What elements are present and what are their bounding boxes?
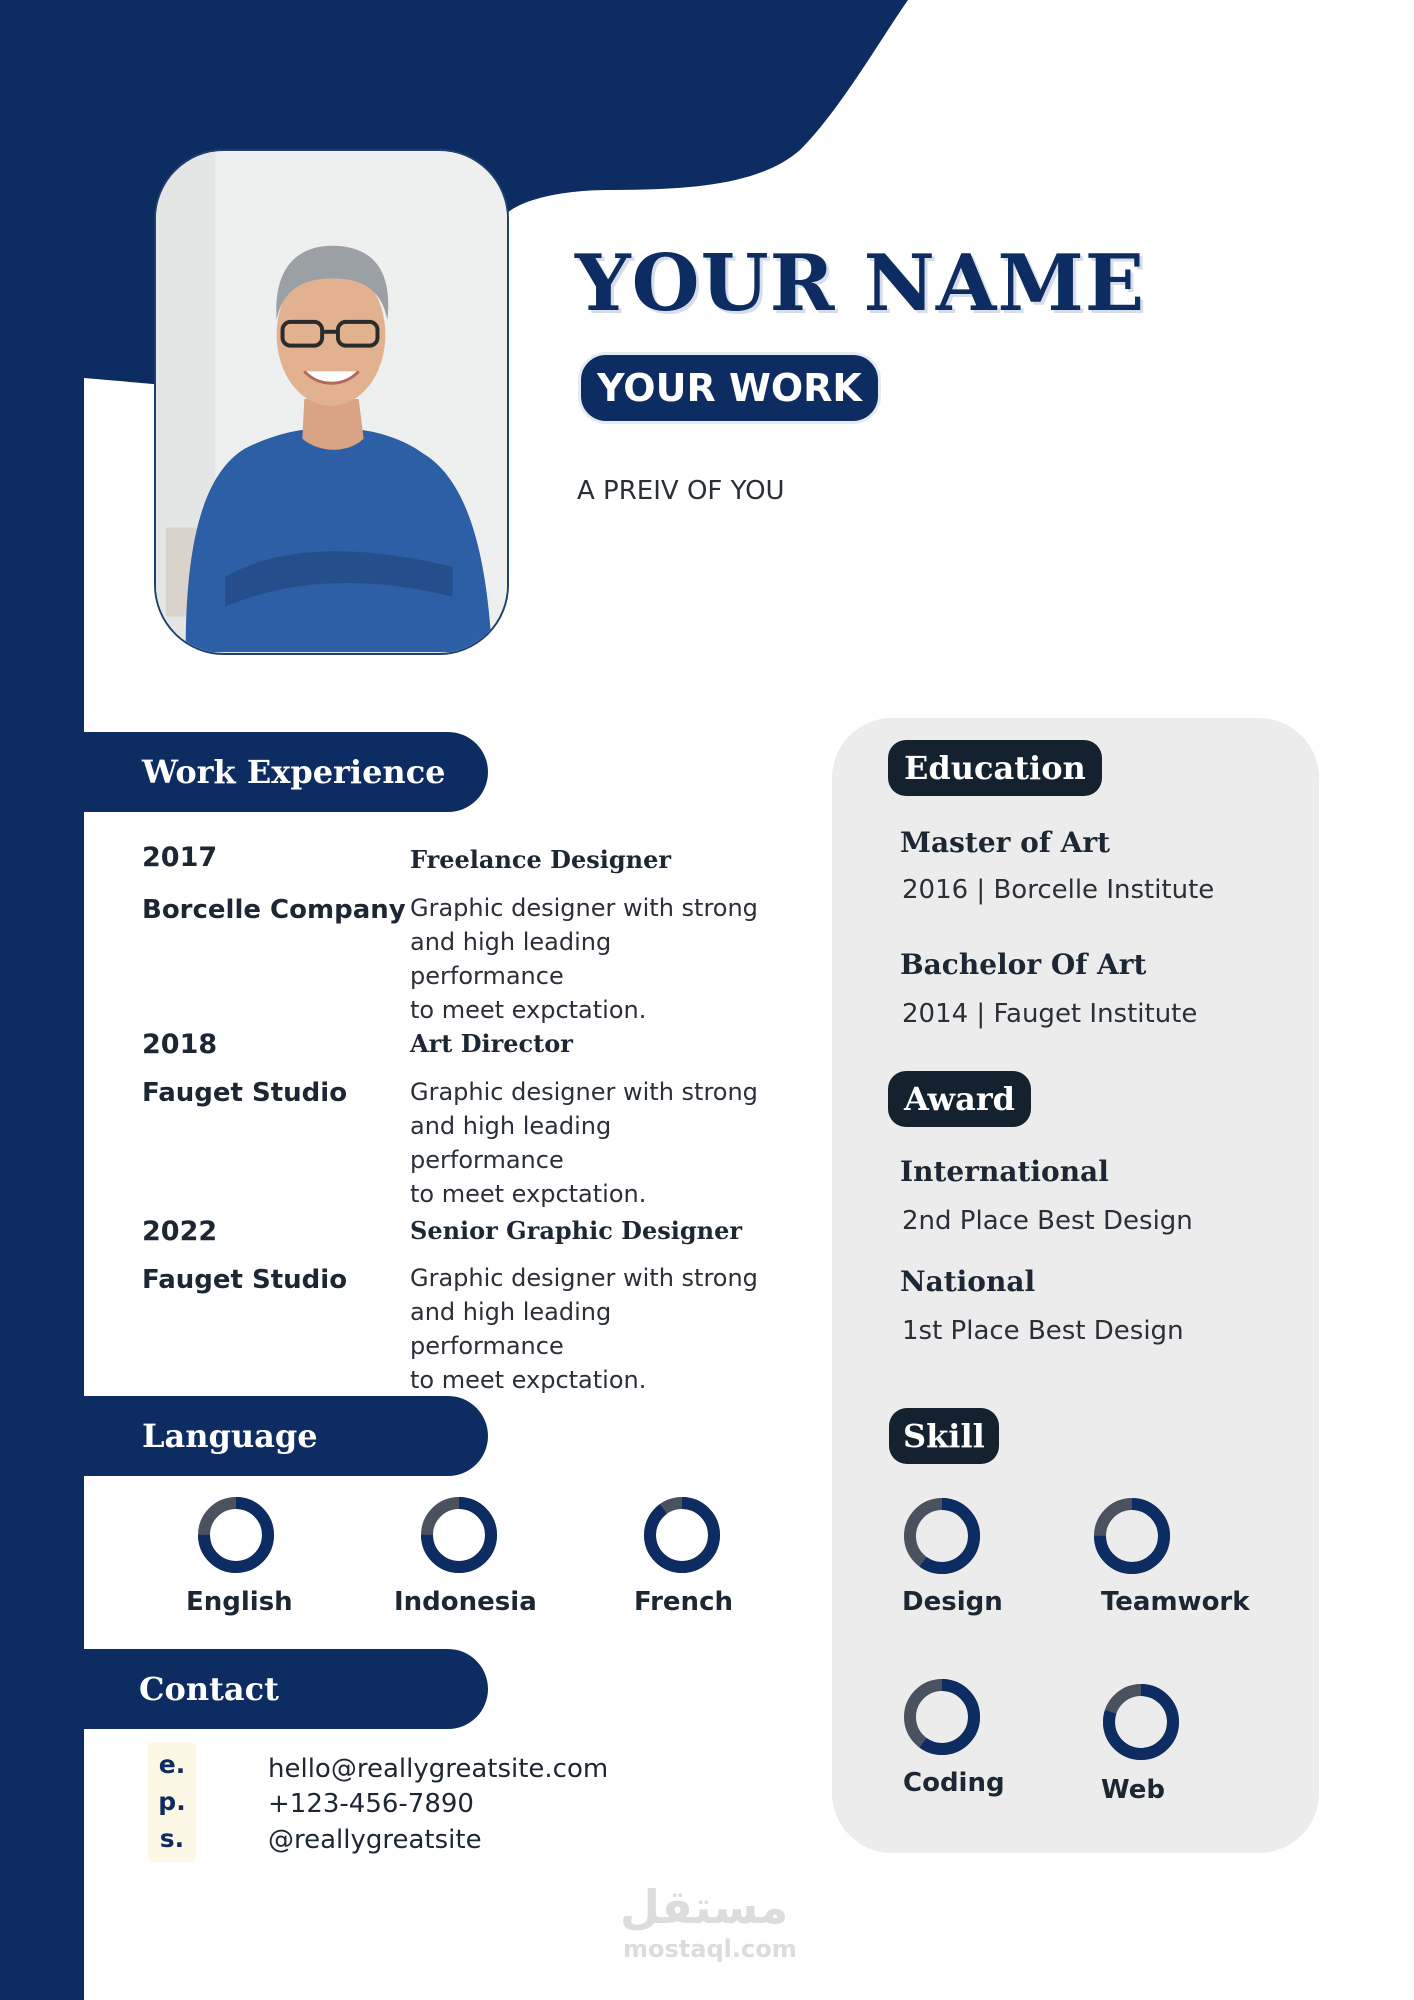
skill-level-ring xyxy=(1092,1496,1172,1576)
language-level-ring xyxy=(419,1495,499,1575)
language-level-ring xyxy=(642,1495,722,1575)
social-link[interactable]: @reallygreatsite xyxy=(268,1825,482,1855)
description-line: and high leading performance xyxy=(410,1112,612,1174)
profile-preview: A PREIV OF YOU xyxy=(577,476,785,506)
person-name: YOUR NAME xyxy=(575,238,1146,329)
language-label: English xyxy=(186,1587,293,1617)
skill-label: Design xyxy=(902,1587,1003,1617)
education-degree: Master of Art xyxy=(900,826,1111,859)
experience-description xyxy=(410,891,770,1027)
education-detail: 2014 | Fauget Institute xyxy=(902,999,1198,1029)
description-line: Graphic designer with strong xyxy=(410,1264,758,1292)
ring-fill xyxy=(650,1503,714,1567)
skill-label: Web xyxy=(1101,1775,1165,1805)
award-title: International xyxy=(900,1155,1109,1188)
experience-description xyxy=(410,1261,770,1397)
phone-link[interactable]: +123-456-7890 xyxy=(268,1789,474,1819)
skill-label: Coding xyxy=(903,1768,1005,1798)
language-label: French xyxy=(634,1587,733,1617)
description-line: Graphic designer with strong xyxy=(410,1078,758,1106)
profile-photo xyxy=(154,149,509,655)
description-line: and high leading performance xyxy=(410,1298,612,1360)
watermark-url: mostaql.com xyxy=(623,1935,797,1963)
experience-company: Fauget Studio xyxy=(142,1265,348,1295)
experience-title: Senior Graphic Designer xyxy=(410,1216,743,1245)
description-line: Graphic designer with strong xyxy=(410,894,758,922)
language-label: Indonesia xyxy=(394,1587,537,1617)
experience-title: Art Director xyxy=(410,1029,573,1058)
skill-level-ring xyxy=(902,1496,982,1576)
experience-title: Freelance Designer xyxy=(410,845,672,874)
skill-label: Teamwork xyxy=(1101,1587,1250,1617)
award-detail: 1st Place Best Design xyxy=(902,1316,1184,1346)
experience-description xyxy=(410,1075,770,1211)
social-key: s. xyxy=(159,1824,185,1854)
award-detail: 2nd Place Best Design xyxy=(902,1206,1193,1236)
language-level-ring xyxy=(196,1495,276,1575)
skill-level-ring xyxy=(902,1677,982,1757)
award-title: National xyxy=(900,1265,1036,1298)
education-heading: Education xyxy=(888,740,1102,796)
contact-heading: Contact xyxy=(84,1649,488,1729)
experience-company: Borcelle Company xyxy=(142,895,406,925)
experience-company: Fauget Studio xyxy=(142,1078,348,1108)
language-heading: Language xyxy=(84,1396,488,1476)
work-experience-heading: Work Experience xyxy=(84,732,488,812)
education-degree: Bachelor Of Art xyxy=(900,948,1147,981)
experience-year: 2017 xyxy=(142,842,218,873)
award-heading: Award xyxy=(888,1071,1031,1127)
description-line: to meet expctation. xyxy=(410,1180,647,1208)
experience-year: 2018 xyxy=(142,1029,218,1060)
email-link[interactable]: hello@reallygreatsite.com xyxy=(268,1754,609,1784)
contact-key-column xyxy=(148,1742,196,1862)
description-line: to meet expctation. xyxy=(410,1366,647,1394)
email-key: e. xyxy=(158,1749,186,1779)
experience-year: 2022 xyxy=(142,1216,218,1247)
watermark-logo: مستقل xyxy=(620,1880,789,1934)
portrait-photo-icon xyxy=(156,151,507,653)
job-title-badge: YOUR WORK xyxy=(578,352,881,424)
description-line: to meet expctation. xyxy=(410,996,647,1024)
education-detail: 2016 | Borcelle Institute xyxy=(902,875,1215,905)
skill-heading: Skill xyxy=(889,1408,999,1464)
description-line: and high leading performance xyxy=(410,928,612,990)
skill-level-ring xyxy=(1101,1682,1181,1762)
phone-key: p. xyxy=(158,1786,186,1816)
